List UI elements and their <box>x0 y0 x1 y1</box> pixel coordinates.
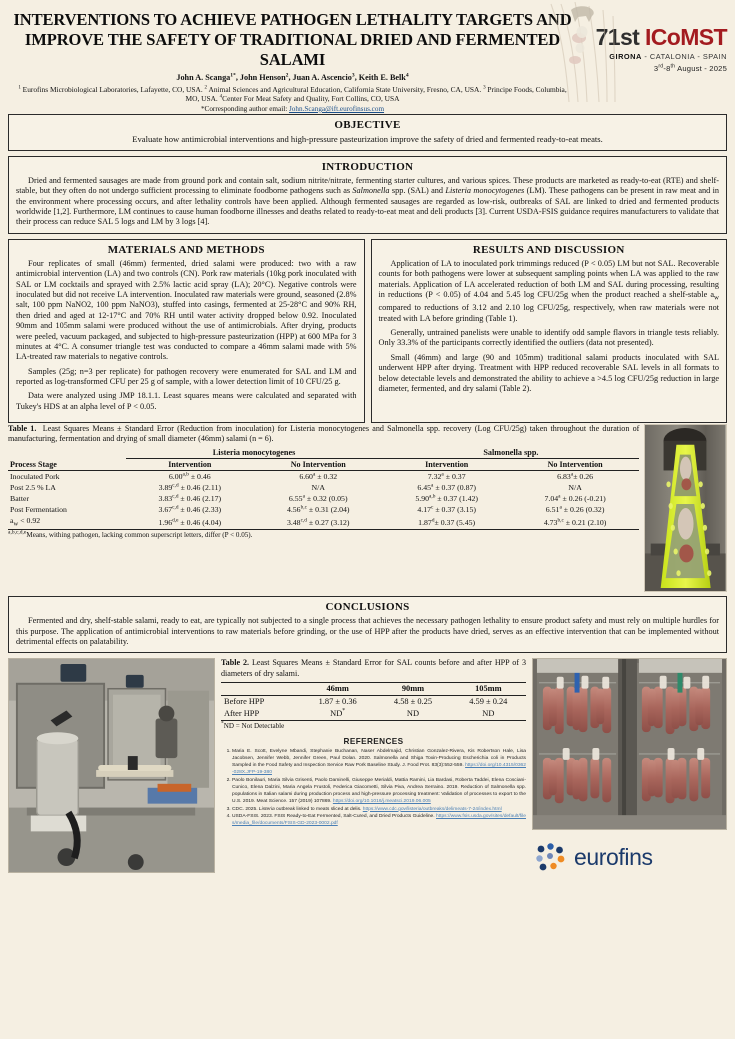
table-cell: N/A <box>568 483 582 493</box>
table-cell: 6.83$^a$± 0.26 <box>557 471 594 482</box>
table-cell: $3.83^{c,d} \pm 0.46$ (2.17) <box>158 493 222 504</box>
row-label: Before HPP <box>224 697 265 707</box>
conference-acronym: ICoMST <box>645 24 727 50</box>
eurofins-wordmark: eurofins <box>574 843 653 870</box>
conclusions-section <box>8 596 727 653</box>
bottom-row <box>8 658 727 878</box>
bottom-middle-block <box>221 658 526 827</box>
results-heading: RESULTS AND DISCUSSION <box>472 243 625 256</box>
table-cell: $6.00^{a,b} \pm 0.46$ <box>168 471 211 482</box>
corresponding-label: *Corresponding author email: <box>200 104 289 113</box>
cow-anatomy-artwork-icon <box>545 2 619 106</box>
table-cell: $4.56^{b,c} \pm 0.31$ (2.04) <box>286 504 350 515</box>
conclusions-heading: CONCLUSIONS <box>325 601 410 614</box>
row-label: $a_w < 0.92$ <box>8 515 126 529</box>
table-cell: 6.45$^a$ ± 0.37 (0.87) <box>417 482 476 493</box>
bottom-left-photo-block <box>8 658 215 878</box>
table2-col-46mm: 46mm <box>300 682 375 695</box>
paragraph: Four replicates of small (46mm) fermented, dried salami were produced: two with a raw antimicrobial intervention (LA) and two controls (CN). Pork raw materials (10kg pork inoculated with SAL or LM cocktails and sprayed with 2.5% lactic acid spray (LA); 20°C). Negative controls were inoculated but did not receive LA intervention. Inoculated raw materials were ground, seasoned (2.8% salt, 100 ppm NaNO2, 100 ppm NaNO3), stuffed into casings, fermented at 25-28°C and 90% RH, then dried and aged at 12-17°C and 70% RH until water activity dropped below 0.92. Inoculated 90mm and 105mm salami were produced without the use of antimicrobials. After drying, products were peeled, vacuum packaged, and subjected to high-pressure pasteurization (HPP) at 600 MPa for 3 minutes at 4°C. A consumer triangle test was conducted to compare a 46mm salami made with 5% LA-treated raw materials to negative controls. <box>16 258 357 362</box>
paragraph: Generally, untrained panelists were unable to identify odd sample flavors in triangle tests reliably. Only 33.3% of the participants correctly identified the outliers (data not presented). <box>378 328 719 348</box>
table-cell: 6.51$^a$ ± 0.26 (0.32) <box>545 504 605 515</box>
table-cell: 6.55$^a$ ± 0.32 (0.05) <box>288 493 348 504</box>
table1-col-sal-intervention: Intervention <box>382 459 510 471</box>
table2-col-105mm: 105mm <box>451 682 526 695</box>
materials-paragraphs <box>16 259 357 412</box>
row-label: Batter <box>10 494 30 504</box>
table1-col-sal-no-intervention: No Intervention <box>511 459 639 471</box>
table-cell: 1.87$^d$± 0.37 (5.45) <box>382 515 510 529</box>
materials-section <box>8 239 365 423</box>
table-cell: $3.67^{c,d} \pm 0.46$ (2.33) <box>158 504 222 515</box>
table-cell: 4.59 ± 0.24 <box>469 697 508 707</box>
table2-col-90mm: 90mm <box>375 682 450 695</box>
conference-logo <box>577 6 727 73</box>
table-cell: N/A <box>311 483 325 493</box>
table-row <box>221 708 526 721</box>
table-cell: $3.48^{c,d} \pm 0.27$ (3.12) <box>254 515 382 529</box>
author-list: John A. Scanga$^{1*}$, John Henson$^2$, Juan A. Ascencio$^3$, Keith E. Belk$^4$ <box>176 72 409 83</box>
introduction-paragraph: Dried and fermented sausages are made from ground pork and contain salt, sodium nitrite/nitrate, fermenting starter cultures, and various spices. These products are marketed as ready-to-eat (RTE) and shelf-stable, but they often do not undergo sufficient processing to eliminate foodborne pathogens such as Salmonella spp. (SAL) and Listeria monocytogenes (LM). These pathogens can be present in raw meat and in the environment where processing occurs, and after lethality controls have been applied. Although fermented sausages are regarded as low-risk, outbreaks of SAL are linked to dried and fermented products worldwide [1,2]. Furthermore, LM continues to cause human foodborne illnesses and deaths related to ready-to-eat meat and deli products [3]. Current USDA-FSIS guidance requires manufacturers to validate that their process can reduce SAL 5 logs and LM by 3 logs [4]. <box>16 175 720 227</box>
table2 <box>221 682 526 721</box>
row-label: Inoculated Pork <box>10 472 60 482</box>
table-row <box>8 471 639 483</box>
photo-processing-chamber <box>8 658 215 873</box>
bottom-right-block <box>532 658 727 872</box>
table-cell: $1.96^{d,e} \pm 0.46$ (4.04) <box>126 515 254 529</box>
conference-dates: 3rd-8th August - 2025 <box>653 63 727 73</box>
table-cell: ND* <box>300 708 375 721</box>
table-row <box>221 695 526 708</box>
table1-group-listeria: Listeria monocytogenes <box>126 447 383 459</box>
table1 <box>8 447 639 530</box>
table1-footnote: $^{a,b,c,d,e}$Means, withing pathogen, lacking common superscript letters, differ (P < 0.05). <box>8 529 253 540</box>
table2-body <box>221 695 526 720</box>
table-row <box>8 493 639 504</box>
left-column <box>8 239 365 423</box>
objective-section <box>8 114 727 151</box>
conclusions-text: Fermented and dry, shelf-stable salami, ready to eat, are typically not subjected to a single process that achieves the necessary pathogen lethality to ensure product safety and must rely on multiple hurdles for this purpose. The application of antimicrobial interventions to raw materials before grinding, or the use of HPP after the products have dried, serves as an effective intervention that can be implemented without detrimental effects on palatability. <box>16 616 719 647</box>
table1-column-header-row <box>8 459 639 471</box>
reference-item: 2. Paolo Bonilauri, Maria Silvia Grisenti, Paolo Daminelli, Giuseppe Merialdi, Mattia Ramini, Lia Bardasi, Roberta Taddei, Elena Cosciani-Cunico, Elena Dalzini, Maria Angela Frustoli, Federica Giacometti, Silvia Piva, Andrea Serraino. 2019. Reduction of Salmonella spp. populations in Italian salami during production process and high-pressure processing treatment: Validation of processes to export to the U.S. 2019. Meat Science. 157 (2019) 107869. https://doi.org/10.1016/j.meatsci.2019.06.005 <box>232 777 526 805</box>
table-row <box>8 504 639 515</box>
results-paragraphs <box>379 259 720 395</box>
table2-head <box>221 682 526 695</box>
table-cell: 4.58 ± 0.25 <box>393 697 433 707</box>
table-row <box>8 482 639 493</box>
table-cell: ND <box>451 708 526 721</box>
conference-region: - CATALONIA - SPAIN <box>641 52 727 61</box>
introduction-heading: INTRODUCTION <box>321 160 414 173</box>
materials-heading: MATERIALS AND METHODS <box>107 243 265 256</box>
table2-caption: Table 2. Least Squares Means ± Standard Error for SAL counts before and after HPP of 3 diameters of dry salami. <box>221 658 526 678</box>
two-column-area <box>8 239 727 423</box>
table1-group-header-row <box>8 447 639 459</box>
table-cell: ND <box>375 708 450 721</box>
corresponding-email-link[interactable]: John.Scanga@ift.eurofinsus.com <box>288 104 385 113</box>
references-section <box>221 737 526 828</box>
table1-area <box>8 424 727 592</box>
photo-hpp-vessel <box>644 424 727 592</box>
right-column <box>371 239 728 423</box>
paragraph: Data were analyzed using JMP 18.1.1. Least squares means were calculated and separated with Tukey's HDS at an alpha level of P < 0.05. <box>16 391 357 411</box>
table2-col-blank <box>221 682 300 695</box>
objective-text: Evaluate how antimicrobial interventions and high-pressure pasteurization improve the safety of dried and fermented ready-to-eat meats. <box>132 134 603 144</box>
reference-item: 1. Maria E. Scott, Evelyne Mbandi, Stephanie Buchanan, Naser Abdelmajid, Christian Gonzalez-Rivera, Kis Robertson Hale, Lisa Jacobsen, Jennifer Webb, Jennifer Green, Paul Dolan. 2020. Salmonella and Shiga Toxin-Producing Escherichia coli in Products Sampled in the Food Safety and Inspection Service Raw Pork Baseline Study. J. Food Prot. 83(3):552-559. https://doi.org/10.4315/0362-028X.JFP-19-380 <box>232 748 526 776</box>
table2-footnote: *ND = Not Detectable <box>221 720 285 730</box>
row-label: Post 2.5 % LA <box>10 483 56 493</box>
photo-salami-drying-room <box>532 658 727 830</box>
table-cell: 7.04$^a$ ± 0.26 (-0.21) <box>544 493 606 504</box>
references-heading: REFERENCES <box>343 736 404 746</box>
table-cell: $4.73^{b,c} \pm 0.21$ (2.10) <box>511 515 639 529</box>
corresponding-author <box>8 105 577 113</box>
header-title-block <box>8 6 577 113</box>
affiliations: $^1$ Eurofins Microbiological Laboratories, Lafayette, CO, USA. $^2$ Animal Sciences and Agricultural Education, California State University, Fresno, CA, USA. $^3$ Principe Foods, Columbia, MO, USA. $^4$Center For Meat Safety and Quality, Fort Collins, CO, USA <box>18 84 567 104</box>
eurofins-logo <box>532 842 727 872</box>
reference-item: 3. CDC. 2025. Listeria outbreak linked to meats sliced at delis. https://www.cdc.gov/listeria/outbreaks/delimeats-7-24/index.html <box>232 806 526 813</box>
paragraph: Small (46mm) and large (90 and 105mm) traditional salami products inoculated with SAL underwent HPP after drying. Treatment with HPP reduced recoverable SAL levels in all formats to below detectable levels and demonstrated the ability to achieve a >4.5 log CFU/25g reduction in large diameter, fermented, and dry salami (Table 2). <box>378 352 719 393</box>
paragraph: Samples (25g; n=3 per replicate) for pathogen recovery were enumerated for SAL and LM and reported as log-transformed CFU per 25 g of sample, with a lower detection limit of 10 CFU/25 g. <box>16 366 357 387</box>
table-cell: 1.87 ± 0.36 <box>318 697 357 707</box>
table1-head <box>8 447 639 471</box>
references-list <box>221 748 526 828</box>
table1-col-lm-intervention: Intervention <box>126 459 254 471</box>
table1-col-stage: Process Stage <box>8 459 126 471</box>
table-row <box>8 515 639 529</box>
table2-header-row <box>221 682 526 695</box>
table1-block <box>8 424 639 539</box>
paragraph: Application of LA to inoculated pork trimmings reduced (P < 0.05) LM but not SAL. Recoverable counts for both pathogens were lower at subsequent sampling points when LA was applied to the raw materials. Application of LA accelerated reduction of both LM and SAL during processing, resulting in reductions (P < 0.05) of 4.04 and 5.45 log CFU/25g when the product reached a shelf-stable $a_w$ compared to reductions of 3.12 and 2.10 log CFU/25g, respectively, when raw materials were not treated with LA before grinding (Table 1). <box>378 258 719 323</box>
table1-col-lm-no-intervention: No Intervention <box>254 459 382 471</box>
row-label: After HPP <box>221 708 300 721</box>
table-cell: 6.60$^a$ ± 0.32 <box>299 471 338 482</box>
conference-edition: 71st <box>595 24 640 50</box>
eurofins-mark-icon <box>534 842 568 872</box>
row-label: Post Fermentation <box>10 505 67 515</box>
table-cell: 7.32$^a$ ± 0.37 <box>427 471 466 482</box>
page-title: INTERVENTIONS TO ACHIEVE PATHOGEN LETHALITY TARGETS AND IMPROVE THE SAFETY OF TRADITIONAL DRIED AND FERMENTED SALAMI <box>13 10 572 70</box>
table1-group-blank <box>8 447 126 459</box>
reference-item: 4. USDA-FSIS. 2023. FSIS Ready-to-Eat Fermented, Salt-Cured, and Dried Products Guideline. https://www.fsis.usda.gov/sites/default/files/media_file/documents/FSIS-GD-2023-0002.pdf <box>232 813 526 827</box>
conference-city: GIRONA <box>609 52 642 61</box>
table-cell: $5.90^{a,b} \pm 0.37$ (1.42) <box>415 493 478 504</box>
introduction-section <box>8 156 727 234</box>
objective-heading: OBJECTIVE <box>334 119 401 131</box>
poster-header <box>8 6 727 114</box>
table1-group-salmonella: Salmonella spp. <box>382 447 639 459</box>
table1-body <box>8 471 639 530</box>
table-cell: 4.17$^c$ ± 0.37 (3.15) <box>417 504 476 515</box>
table-cell: $3.89^{c,d} \pm 0.46$ (2.11) <box>158 482 221 493</box>
results-section <box>371 239 728 423</box>
table1-caption: Table 1. Least Squares Means ± Standard Error (Reduction from inoculation) for Listeria monocytogenes and Salmonella spp. recovery (Log CFU/25g) taken throughout the duration of manufacturing, fermentation and drying of small diameter (46mm) salami (n = 6). <box>8 424 640 444</box>
